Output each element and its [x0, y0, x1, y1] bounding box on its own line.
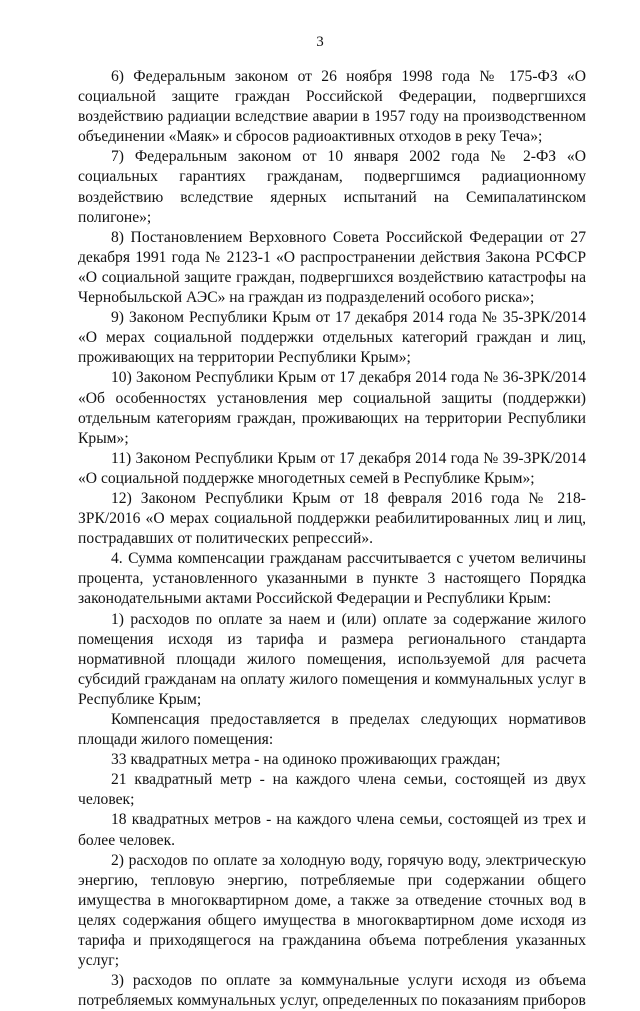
paragraph-item-12: 12) Законом Республики Крым от 18 февраля 2016 года № 218-ЗРК/2016 «О мерах социальной поддержки реабилитированных лиц и лиц, пострадавших от политических репрессий».	[78, 489, 586, 548]
paragraph-subitem-2: 2) расходов по оплате за холодную воду, горячую воду, электрическую энергию, тепловую энергию, потребляемые при содержании общего имущества в многоквартирном доме, а также за отведение сточных вод в целях содержания общего имущества в многоквартирном доме исходя из тарифа и приходящегося на гражданина объема потребления указанных услуг;	[78, 851, 586, 970]
paragraph-item-7: 7) Федеральным законом от 10 января 2002 года № 2-ФЗ «О социальных гарантиях гражданам, подвергшимся радиационному воздействию вследствие ядерных испытаний на Семипалатинском полигоне»;	[78, 148, 586, 226]
paragraph-item-11: 11) Законом Республики Крым от 17 декабря 2014 года № 39-ЗРК/2014 «О социальной поддержке многодетных семей в Республике Крым»;	[78, 449, 586, 487]
body-text	[78, 67, 586, 1011]
paragraph-subitem-1: 1) расходов по оплате за наем и (или) оплате за содержание жилого помещения исходя из тарифа и размера регионального стандарта нормативной площади жилого помещения, используемой для расчета субсидий гражданам на оплату жилого помещения и коммунальных услуг в Республике Крым;	[78, 610, 586, 708]
paragraph-norm-18: 18 квадратных метров - на каждого члена семьи, состоящей из трех и более человек.	[78, 811, 586, 849]
paragraph-item-9: 9) Законом Республики Крым от 17 декабря 2014 года № 35-ЗРК/2014 «О мерах социальной поддержки отдельных категорий граждан и лиц, проживающих на территории Республики Крым»;	[78, 309, 586, 367]
paragraph-item-10: 10) Законом Республики Крым от 17 декабря 2014 года № 36-ЗРК/2014 «Об особенностях установления мер социальной защиты (поддержки) отдельным категориям граждан, проживающих на территории Республики Крым»;	[78, 369, 586, 447]
paragraph-norm-21: 21 квадратный метр - на каждого члена семьи, состоящей из двух человек;	[78, 771, 586, 809]
paragraph-norm-33: 33 квадратных метра - на одиноко проживающих граждан;	[111, 751, 501, 769]
paragraph-compensation-norms: Компенсация предоставляется в пределах следующих нормативов площади жилого помещения:	[78, 711, 586, 749]
paragraph-subitem-3: 3) расходов по оплате за коммунальные услуги исходя из объема потребляемых коммунальных услуг, определенных по показаниям приборов	[78, 972, 586, 1010]
paragraph-item-6: 6) Федеральным законом от 26 ноября 1998 года № 175-ФЗ «О социальной защите граждан Российской Федерации, подвергшихся воздействию радиации вследствие аварии в 1957 году на производственном объединении «Маяк» и сбросов радиоактивных отходов в реку Теча»;	[78, 68, 586, 146]
paragraph-section-4: 4. Сумма компенсации гражданам рассчитывается с учетом величины процента, установленного указанными в пункте 3 настоящего Порядка законодательными актами Российской Федерации и Республики Крым:	[78, 550, 586, 608]
paragraph-item-8: 8) Постановлением Верховного Совета Российской Федерации от 27 декабря 1991 года № 2123-1 «О распространении действия Закона РСФСР «О социальной защите граждан, подвергшихся воздействию катастрофы на Чернобыльской АЭС» на граждан из подразделений особого риска»;	[78, 228, 586, 307]
page-number: 3	[316, 34, 324, 50]
